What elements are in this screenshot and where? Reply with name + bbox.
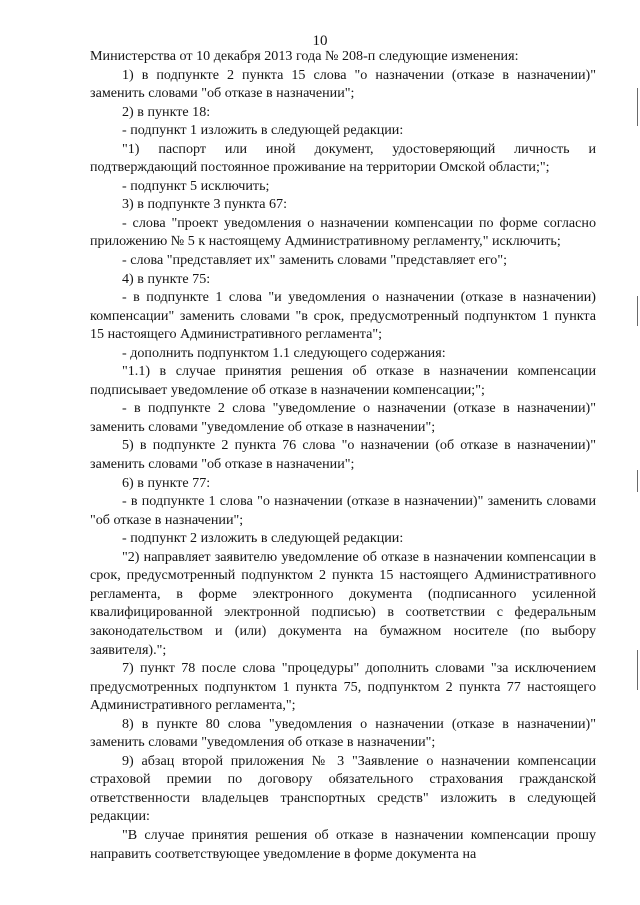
paragraph: - слова "представляет их" заменить словами "представляет его"; xyxy=(122,252,507,269)
paragraph: - в подпункте 1 слова "и уведомления о назначении (отказе в назначении) компенсации" заменить словами "в срок, предусмотренный подпунктом 1 пункта 15 настоящего Административного регламента"; xyxy=(90,289,596,343)
paragraph: 3) в подпункте 3 пункта 67: xyxy=(122,196,288,213)
scan-edge-mark xyxy=(637,296,638,326)
paragraph: 8) в пункте 80 слова "уведомления о назначении (отказе в назначении)" заменить словами "уведомления об отказе в назначении"; xyxy=(90,715,596,751)
paragraph: - подпункт 2 изложить в следующей редакции: xyxy=(122,530,404,547)
paragraph: 9) абзац второй приложения № 3 "Заявление о назначении компенсации страховой премии по договору обязательного страхования гражданской ответственности владельцев транспортных средств" изложить в следующей редакции: xyxy=(90,752,596,825)
paragraph: - подпункт 5 исключить; xyxy=(122,177,270,194)
paragraph: 1) в подпункте 2 пункта 15 слова "о назначении (отказе в назначении)" заменить словами "об отказе в назначении"; xyxy=(90,66,596,102)
paragraph: 4) в пункте 75: xyxy=(122,270,211,287)
paragraph: 2) в пункте 18: xyxy=(122,103,211,120)
paragraph: Министерства от 10 декабря 2013 года № 208-п следующие изменения: xyxy=(90,48,519,64)
paragraph: - подпункт 1 изложить в следующей редакции: xyxy=(122,122,404,139)
paragraph: 7) пункт 78 после слова "процедуры" дополнить словами "за исключением предусмотренных подпунктом 1 пункта 75, подпунктом 2 пункта 77 настоящего Административного регламента,"; xyxy=(90,660,596,714)
scan-edge-mark xyxy=(637,650,638,690)
paragraph: 6) в пункте 77: xyxy=(122,474,211,491)
paragraph: - дополнить подпунктом 1.1 следующего содержания: xyxy=(122,344,446,361)
paragraph: - в подпункте 2 слова "уведомление о назначении (отказе в назначении)" заменить словами "уведомление об отказе в назначении"; xyxy=(90,400,596,435)
paragraph: - слова "проект уведомления о назначении компенсации по форме согласно приложению № 5 к настоящему Административному регламенту," исключить; xyxy=(90,214,596,250)
paragraph: "2) направляет заявителю уведомление об отказе в назначении компенсации в срок, предусмотренный подпунктом 2 пункта 15 настоящего Административного регламента, в форме электронного документа (подписанного усиленной квалифицированной электронной подписью) в соответствии с федеральным законодательством и (или) документа на бумажном носителе (по выбору заявителя)."; xyxy=(90,548,596,658)
scan-edge-mark xyxy=(637,88,638,126)
paragraph: "1) паспорт или иной документ, удостоверяющий личность и подтверждающий постоянное проживание на территории Омской области;"; xyxy=(90,140,596,176)
page-number: 10 xyxy=(312,33,328,49)
paragraph: "В случае принятия решения об отказе в назначении компенсации прошу направить соответствующее уведомление в форме документа на xyxy=(90,826,596,862)
paragraph: "1.1) в случае принятия решения об отказе в назначении компенсации подписывает уведомление об отказе в назначении компенсации;"; xyxy=(90,363,596,398)
scan-edge-mark xyxy=(637,470,638,492)
paragraph: - в подпункте 1 слова "о назначении (отказе в назначении)" заменить словами "об отказе в назначении"; xyxy=(90,493,596,528)
paragraph: 5) в подпункте 2 пункта 76 слова "о назначении (об отказе в назначении)" заменить словами "об отказе в назначении"; xyxy=(90,437,596,473)
document-body xyxy=(90,47,596,863)
